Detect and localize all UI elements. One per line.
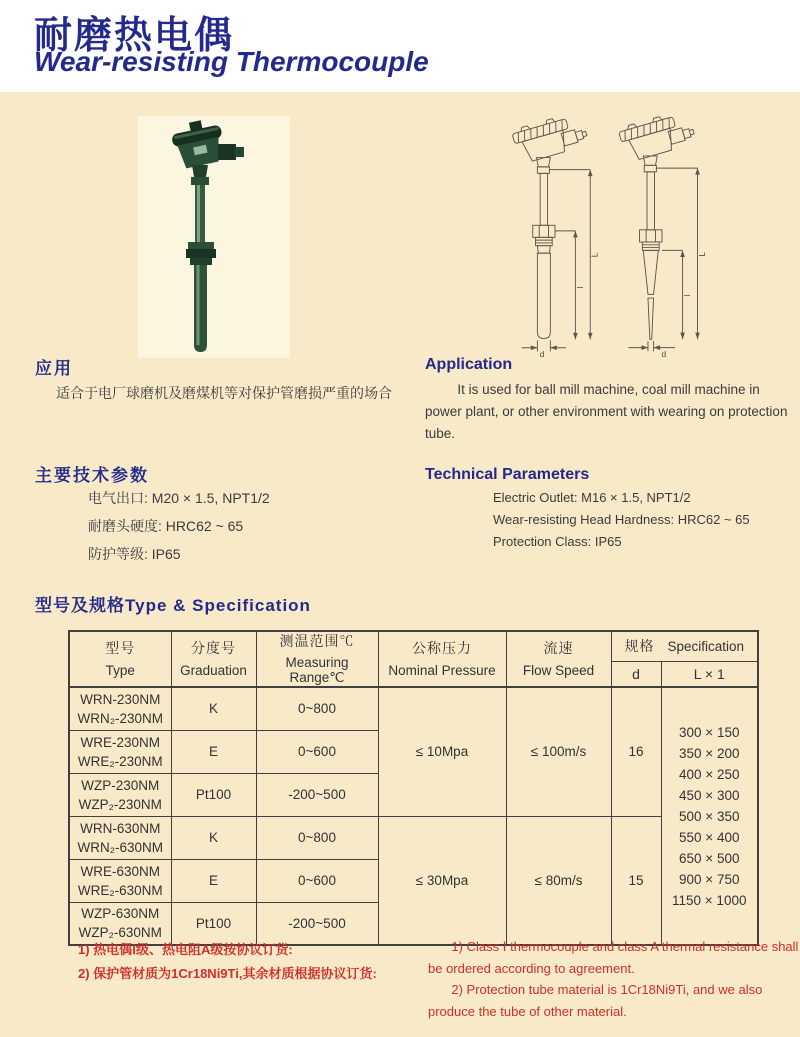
model-name: WRE₂-230NM [77, 753, 163, 769]
model-cell [69, 730, 171, 773]
l-value: 550 × 400 [679, 829, 740, 845]
model-name: WRN₂-230NM [77, 710, 163, 726]
col-header-spec-en: Specification [667, 638, 745, 654]
model-cell [69, 859, 171, 902]
parameters-list-en [493, 487, 750, 553]
l-value: 900 × 750 [679, 871, 740, 887]
col-header-graduation-en: Graduation [180, 662, 247, 678]
flow-cell: ≤ 80m/s [506, 816, 611, 945]
application-body-en: It is used for ball mill machine, coal mill machine in power plant, or other environment with wearing on protection tube. [425, 382, 788, 441]
col-header-graduation [171, 631, 256, 687]
graduation-cell: Pt100 [171, 902, 256, 945]
footnote-zh-1: 1) 热电偶Ⅰ级、热电阻A级按协议订货: [78, 942, 293, 957]
graduation-cell: E [171, 859, 256, 902]
l-value: 350 × 200 [679, 745, 740, 761]
col-header-flow-zh: 流速 [543, 640, 574, 657]
dimension-label-l: l [682, 294, 693, 297]
l-value: 650 × 500 [679, 850, 740, 866]
graduation-cell: E [171, 730, 256, 773]
pressure-cell: ≤ 30Mpa [378, 816, 506, 945]
model-name: WZP₂-630NM [78, 925, 162, 941]
l-value: 1150 × 1000 [672, 892, 747, 908]
footnote-en-1: 1) Class Ⅰ thermocouple and class A thermal resistance shall be ordered according to agreement. [428, 939, 799, 976]
parameters-heading-en: Technical Parameters [425, 466, 590, 483]
col-header-range-zh: 测温范围℃ [279, 633, 355, 649]
parameter-item: Electric Outlet: M16 × 1.5, NPT1/2 [493, 490, 691, 505]
parameter-item: 防护等级: IP65 [88, 546, 181, 562]
spec-section-heading: 型号及规格Type & Specification [35, 596, 311, 615]
model-name: WRN₂-630NM [77, 839, 163, 855]
model-name: WZP₂-230NM [78, 796, 162, 812]
application-heading-en: Application [425, 356, 513, 373]
col-header-range-en: Measuring Range℃ [285, 655, 349, 686]
range-cell: 0~600 [256, 859, 378, 902]
thermocouple-photo [138, 116, 290, 358]
col-header-d: d [611, 661, 661, 687]
col-header-specification [611, 631, 758, 661]
model-name: WZP-230NM [81, 777, 160, 793]
graduation-cell: K [171, 687, 256, 730]
d-cell: 16 [611, 687, 661, 816]
range-cell: -200~500 [256, 902, 378, 945]
table-row [69, 816, 758, 859]
model-cell [69, 816, 171, 859]
model-cell [69, 773, 171, 816]
model-cell [69, 687, 171, 730]
parameter-item: 电气出口: M20 × 1.5, NPT1/2 [88, 490, 270, 506]
col-header-type-zh: 型号 [105, 640, 136, 657]
l-value: 400 × 250 [679, 766, 740, 782]
l-value: 450 × 300 [679, 787, 740, 803]
spec-table [68, 630, 759, 946]
thermocouple-drawing-tapered [612, 112, 712, 357]
col-header-spec-zh: 规格 [624, 638, 655, 655]
parameters-heading-zh: 主要技术参数 [35, 466, 149, 485]
footnote-zh-2: 2) 保护管材质为1Cr18Ni9Ti,其余材质根据协议订货: [78, 966, 377, 981]
l-value: 500 × 350 [679, 808, 740, 824]
dimension-label-l: l [574, 286, 585, 289]
col-header-flow [506, 631, 611, 687]
dimension-label-d: d [661, 349, 667, 357]
col-header-type [69, 631, 171, 687]
model-name: WZP-630NM [81, 906, 160, 922]
dimension-label-L: L [697, 251, 708, 257]
page-title-zh: 耐磨热电偶 [34, 15, 235, 57]
col-header-pressure [378, 631, 506, 687]
parameter-item: Wear-resisting Head Hardness: HRC62 ~ 65 [493, 512, 750, 527]
col-header-graduation-zh: 分度号 [191, 640, 236, 657]
col-header-type-en: Type [105, 662, 135, 678]
page-title-en: Wear-resisting Thermocouple [34, 46, 429, 77]
model-name: WRN-230NM [80, 691, 161, 707]
col-header-pressure-en: Nominal Pressure [388, 662, 496, 678]
dimension-label-L: L [589, 252, 600, 258]
l-values-cell [661, 687, 758, 945]
model-name: WRE-630NM [80, 863, 160, 879]
footnotes-en [428, 936, 800, 1022]
model-name: WRN-630NM [80, 820, 161, 836]
graduation-cell: K [171, 816, 256, 859]
range-cell: -200~500 [256, 773, 378, 816]
model-name: WRE-230NM [80, 734, 160, 750]
range-cell: 0~600 [256, 730, 378, 773]
col-header-flow-en: Flow Speed [522, 662, 595, 678]
d-cell: 15 [611, 816, 661, 945]
application-heading-zh: 应用 [35, 359, 73, 378]
range-cell: 0~800 [256, 687, 378, 730]
dimension-label-d: d [539, 349, 545, 357]
footnote-en-2: 2) Protection tube material is 1Cr18Ni9Ti, and we also produce the tube of other material. [428, 982, 763, 1019]
table-row [69, 687, 758, 730]
range-cell: 0~800 [256, 816, 378, 859]
pressure-cell: ≤ 10Mpa [378, 687, 506, 816]
col-header-l: L × 1 [661, 661, 758, 687]
col-header-pressure-zh: 公称压力 [412, 640, 472, 657]
l-value: 300 × 150 [679, 724, 740, 740]
application-body-zh: 适合于电厂球磨机及磨煤机等对保护管磨损严重的场合 [56, 385, 392, 401]
graduation-cell: Pt100 [171, 773, 256, 816]
model-name: WRE₂-630NM [77, 882, 163, 898]
flow-cell: ≤ 100m/s [506, 687, 611, 816]
parameter-item: Protection Class: IP65 [493, 534, 622, 549]
footnotes-zh [78, 938, 377, 986]
parameter-item: 耐磨头硬度: HRC62 ~ 65 [88, 518, 244, 534]
thermocouple-drawing-straight [505, 114, 605, 357]
col-header-range [256, 631, 378, 687]
parameters-list-zh [88, 484, 270, 568]
